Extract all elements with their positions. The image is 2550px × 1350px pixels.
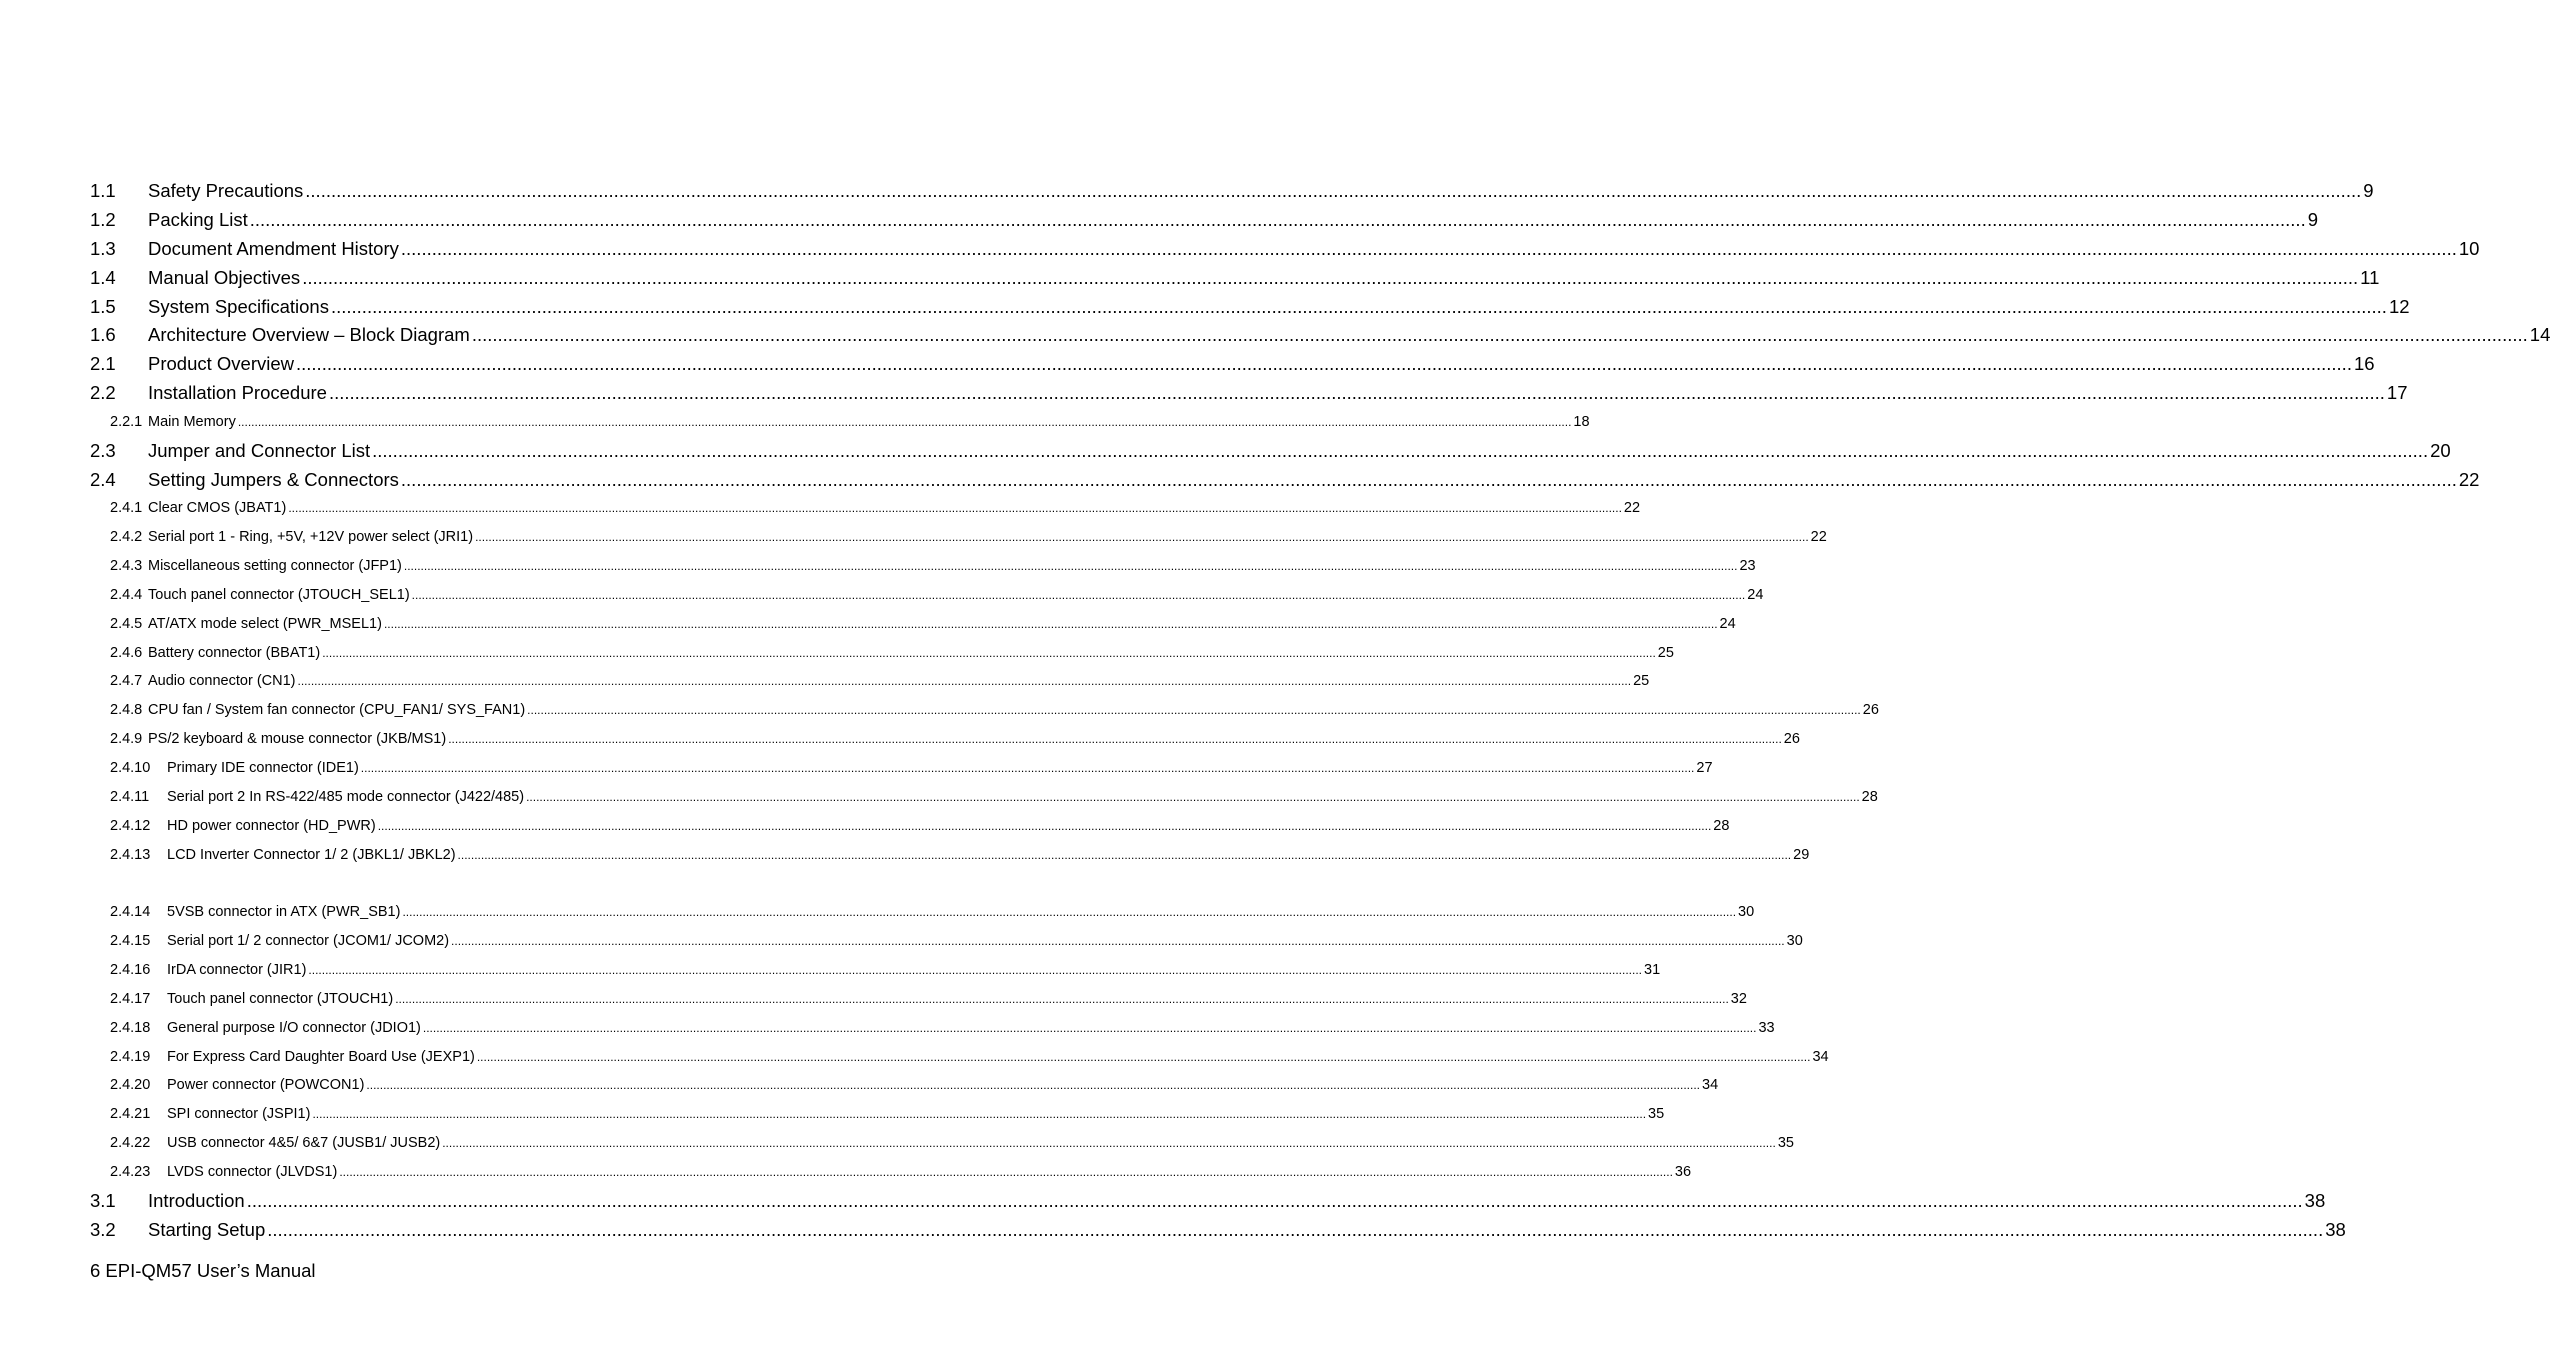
toc-entry-title: Battery connector (BBAT1) xyxy=(148,645,321,661)
toc-entry-title: USB connector 4&5/ 6&7 (JUSB1/ JUSB2) xyxy=(167,1135,441,1151)
toc-entry[interactable] xyxy=(90,207,2319,233)
toc-entry-title: IrDA connector (JIR1) xyxy=(167,962,307,978)
toc-entry-number: 2.3 xyxy=(90,440,116,461)
toc-entry[interactable] xyxy=(90,497,1641,519)
toc-entry-page-number: 16 xyxy=(2353,353,2375,374)
toc-entry-number: 2.4.11 xyxy=(110,789,150,805)
toc-entry-number: 2.4.8 xyxy=(110,702,143,718)
toc-dot-leader: ................................................................................................................................................................................................................................................................................................................................................................................................................ xyxy=(366,1078,1701,1092)
toc-entry-number: 2.4.14 xyxy=(110,904,151,920)
toc-entry[interactable] xyxy=(90,670,1650,692)
toc-entry-number: 1.2 xyxy=(90,209,116,230)
toc-entry[interactable] xyxy=(90,411,1590,433)
toc-dot-leader: ................................................................................................................................................................................................................................................................................................................................................................................................................ xyxy=(442,1136,1776,1150)
toc-entry-title: Touch panel connector (JTOUCH_SEL1) xyxy=(148,587,410,603)
toc-entry-number: 3.2 xyxy=(90,1219,116,1240)
toc-entry-number: 3.1 xyxy=(90,1190,116,1211)
toc-entry[interactable] xyxy=(90,613,1736,635)
toc-entry-page-number: 14 xyxy=(2529,324,2550,345)
toc-entry[interactable] xyxy=(90,1188,2326,1214)
toc-entry-title: Architecture Overview – Block Diagram xyxy=(148,324,470,345)
toc-entry-number: 2.4.10 xyxy=(110,760,151,776)
toc-dot-leader: ................................................................................................................................................................................................................................................................................................................................................................................................................ xyxy=(476,1050,1811,1064)
toc-entry[interactable] xyxy=(90,380,2408,406)
toc-entry-title: 5VSB connector in ATX (PWR_SB1) xyxy=(167,904,401,920)
page-footer: 6 EPI-QM57 User’s Manual xyxy=(90,1260,316,1281)
toc-entry-page-number: 24 xyxy=(1719,616,1736,632)
toc-entry-title: Manual Objectives xyxy=(148,267,301,288)
toc-dot-leader: ................................................................................................................................................................................................................................................................................................................................................................................................................ xyxy=(249,209,2306,230)
toc-entry[interactable] xyxy=(90,1103,1665,1125)
toc-dot-leader: ................................................................................................................................................................................................................................................................................................................................................................................................................ xyxy=(360,761,1695,775)
toc-entry-number: 1.5 xyxy=(90,296,116,317)
toc-entry-number: 1.1 xyxy=(90,180,116,201)
toc-entry-title: Packing List xyxy=(148,209,248,230)
toc-entry-number: 2.4.18 xyxy=(110,1020,151,1036)
toc-entry-page-number: 33 xyxy=(1758,1020,1775,1036)
toc-entry[interactable] xyxy=(90,351,2375,377)
toc-entry[interactable] xyxy=(90,1217,2346,1243)
toc-entry[interactable] xyxy=(90,555,1756,577)
toc-entry-number: 2.4.19 xyxy=(110,1049,151,1065)
toc-dot-leader: ................................................................................................................................................................................................................................................................................................................................................................................................................ xyxy=(475,530,1809,544)
toc-entry-title: Jumper and Connector List xyxy=(148,440,371,461)
toc-entry-page-number: 9 xyxy=(2363,180,2374,201)
toc-entry-number: 2.4.9 xyxy=(110,731,143,747)
toc-entry-page-number: 36 xyxy=(1674,1164,1692,1180)
toc-entry-page-number: 22 xyxy=(1623,500,1641,516)
toc-entry-page-number: 30 xyxy=(1786,933,1803,949)
toc-entry-number: 2.4.12 xyxy=(110,818,151,834)
toc-dot-leader: ................................................................................................................................................................................................................................................................................................................................................................................................................ xyxy=(302,267,2359,288)
toc-entry[interactable] xyxy=(90,844,1810,866)
toc-entry[interactable] xyxy=(90,178,2374,204)
toc-entry-title: SPI connector (JSPI1) xyxy=(167,1106,311,1122)
toc-entry-page-number: 32 xyxy=(1730,991,1747,1007)
toc-dot-leader: ................................................................................................................................................................................................................................................................................................................................................................................................................ xyxy=(322,646,1656,660)
toc-dot-leader: ................................................................................................................................................................................................................................................................................................................................................................................................................ xyxy=(526,790,1860,804)
toc-entry-number: 2.4.5 xyxy=(110,616,143,632)
toc-entry-title: Serial port 1/ 2 connector (JCOM1/ JCOM2) xyxy=(167,933,450,949)
toc-entry-number: 2.1 xyxy=(90,353,116,374)
toc-entry-number: 2.4.2 xyxy=(110,529,143,545)
toc-entry-number: 2.4.20 xyxy=(110,1077,151,1093)
toc-entry-number: 2.4.15 xyxy=(110,933,151,949)
toc-dot-leader: ................................................................................................................................................................................................................................................................................................................................................................................................................ xyxy=(288,501,1622,515)
toc-dot-leader: ................................................................................................................................................................................................................................................................................................................................................................................................................ xyxy=(246,1190,2303,1211)
toc-dot-leader: ................................................................................................................................................................................................................................................................................................................................................................................................................ xyxy=(372,440,2429,461)
toc-entry-number: 2.4.1 xyxy=(110,500,143,516)
toc-dot-leader: ................................................................................................................................................................................................................................................................................................................................................................................................................ xyxy=(296,353,2352,374)
toc-entry-title: Primary IDE connector (IDE1) xyxy=(167,760,359,776)
toc-dot-leader: ................................................................................................................................................................................................................................................................................................................................................................................................................ xyxy=(237,415,1572,429)
toc-entry-number: 2.4.4 xyxy=(110,587,143,603)
toc-entry-title: Miscellaneous setting connector (JFP1) xyxy=(148,558,402,574)
toc-entry[interactable] xyxy=(90,467,2480,493)
toc-entry-number: 2.4.22 xyxy=(110,1135,151,1151)
toc-entry-page-number: 25 xyxy=(1657,645,1674,661)
toc-entry-number: 1.3 xyxy=(90,238,116,259)
toc-entry-title: Safety Precautions xyxy=(148,180,304,201)
toc-entry-page-number: 34 xyxy=(1812,1049,1829,1065)
toc-dot-leader: ................................................................................................................................................................................................................................................................................................................................................................................................................ xyxy=(377,819,1712,833)
toc-dot-leader: ................................................................................................................................................................................................................................................................................................................................................................................................................ xyxy=(267,1219,2324,1240)
toc-entry-title: Installation Procedure xyxy=(148,382,327,403)
toc-dot-leader: ................................................................................................................................................................................................................................................................................................................................................................................................................ xyxy=(383,617,1718,631)
toc-entry-number: 1.4 xyxy=(90,267,116,288)
toc-entry-number: 2.4 xyxy=(90,469,116,490)
toc-entry-page-number: 24 xyxy=(1747,587,1764,603)
toc-dot-leader: ................................................................................................................................................................................................................................................................................................................................................................................................................ xyxy=(451,934,1785,948)
toc-entry-title: Serial port 1 - Ring, +5V, +12V power select (JRI1) xyxy=(148,529,474,545)
toc-entry-page-number: 38 xyxy=(2325,1219,2346,1240)
toc-entry-page-number: 31 xyxy=(1644,962,1661,978)
toc-entry-page-number: 29 xyxy=(1793,847,1810,863)
toc-dot-leader: ................................................................................................................................................................................................................................................................................................................................................................................................................ xyxy=(308,963,1643,977)
toc-entry[interactable] xyxy=(90,584,1764,606)
toc-dot-leader: ................................................................................................................................................................................................................................................................................................................................................................................................................ xyxy=(395,992,1729,1006)
toc-entry-page-number: 35 xyxy=(1777,1135,1794,1151)
toc-entry-page-number: 27 xyxy=(1696,760,1713,776)
toc-entry-number: 2.4.13 xyxy=(110,847,151,863)
toc-entry[interactable] xyxy=(90,1161,1692,1183)
toc-entry[interactable] xyxy=(90,236,2480,262)
toc-entry-title: PS/2 keyboard & mouse connector (JKB/MS1) xyxy=(148,731,447,747)
toc-entry[interactable] xyxy=(90,322,2550,348)
toc-entry[interactable] xyxy=(90,1046,1829,1068)
toc-entry-title: Power connector (POWCON1) xyxy=(167,1077,365,1093)
toc-entry-title: Document Amendment History xyxy=(148,238,399,259)
toc-entry[interactable] xyxy=(90,786,1878,808)
toc-entry-page-number: 17 xyxy=(2386,382,2408,403)
toc-dot-leader: ................................................................................................................................................................................................................................................................................................................................................................................................................ xyxy=(402,905,1737,919)
toc-entry-page-number: 18 xyxy=(1573,414,1590,430)
toc-entry[interactable] xyxy=(90,642,1674,664)
toc-entry[interactable] xyxy=(90,930,1803,952)
toc-entry[interactable] xyxy=(90,988,1747,1010)
toc-entry-number: 1.6 xyxy=(90,324,116,345)
toc-entry-number: 2.4.17 xyxy=(110,991,151,1007)
toc-dot-leader: ................................................................................................................................................................................................................................................................................................................................................................................................................ xyxy=(471,324,2528,345)
toc-dot-leader: ................................................................................................................................................................................................................................................................................................................................................................................................................ xyxy=(403,559,1738,573)
toc-entry-page-number: 22 xyxy=(1810,529,1827,545)
toc-entry-title: Audio connector (CN1) xyxy=(148,673,296,689)
toc-entry[interactable] xyxy=(90,294,2410,320)
toc-dot-leader: ................................................................................................................................................................................................................................................................................................................................................................................................................ xyxy=(328,382,2385,403)
toc-entry-title: Clear CMOS (JBAT1) xyxy=(148,500,287,516)
toc-entry-title: System Specifications xyxy=(148,296,329,317)
toc-entry[interactable] xyxy=(90,728,1800,750)
toc-entry-page-number: 35 xyxy=(1648,1106,1665,1122)
toc-entry[interactable] xyxy=(90,1132,1794,1154)
toc-entry[interactable] xyxy=(90,757,1713,779)
toc-entry-title: LVDS connector (JLVDS1) xyxy=(167,1164,338,1180)
toc-entry-title: General purpose I/O connector (JDIO1) xyxy=(167,1020,421,1036)
toc-dot-leader: ................................................................................................................................................................................................................................................................................................................................................................................................................ xyxy=(422,1021,1757,1035)
toc-entry-title: AT/ATX mode select (PWR_MSEL1) xyxy=(148,616,382,632)
toc-entry[interactable] xyxy=(90,959,1661,981)
toc-entry-title: Setting Jumpers & Connectors xyxy=(148,469,399,490)
toc-entry-page-number: 23 xyxy=(1739,558,1756,574)
toc-entry-number: 2.4.16 xyxy=(110,962,151,978)
toc-dot-leader: ................................................................................................................................................................................................................................................................................................................................................................................................................ xyxy=(457,848,1792,862)
toc-dot-leader: ................................................................................................................................................................................................................................................................................................................................................................................................................ xyxy=(400,238,2457,259)
toc-entry-page-number: 12 xyxy=(2388,296,2410,317)
toc-dot-leader: ................................................................................................................................................................................................................................................................................................................................................................................................................ xyxy=(527,703,1861,717)
toc-entry-title: HD power connector (HD_PWR) xyxy=(167,818,376,834)
toc-entry-number: 2.4.21 xyxy=(110,1106,151,1122)
toc-entry-number: 2.4.6 xyxy=(110,645,143,661)
toc-entry-title: Touch panel connector (JTOUCH1) xyxy=(167,991,394,1007)
toc-entry[interactable] xyxy=(90,265,2380,291)
toc-entry-page-number: 30 xyxy=(1738,904,1755,920)
toc-entry-page-number: 20 xyxy=(2430,440,2451,461)
toc-entry-page-number: 28 xyxy=(1713,818,1730,834)
toc-entry-number: 2.2.1 xyxy=(110,414,143,430)
toc-dot-leader: ................................................................................................................................................................................................................................................................................................................................................................................................................ xyxy=(448,732,1782,746)
toc-entry-page-number: 10 xyxy=(2458,238,2480,259)
toc-entry-page-number: 25 xyxy=(1633,673,1650,689)
toc-dot-leader: ................................................................................................................................................................................................................................................................................................................................................................................................................ xyxy=(339,1165,1673,1179)
toc-entry-page-number: 28 xyxy=(1861,789,1878,805)
toc-entry-page-number: 26 xyxy=(1783,731,1800,747)
toc-entry-page-number: 9 xyxy=(2307,209,2319,230)
toc-dot-leader: ................................................................................................................................................................................................................................................................................................................................................................................................................ xyxy=(400,469,2457,490)
toc-entry-title: Introduction xyxy=(148,1190,245,1211)
toc-entry-page-number: 34 xyxy=(1702,1077,1719,1093)
toc-entry-page-number: 22 xyxy=(2458,469,2480,490)
toc-entry[interactable] xyxy=(90,901,1755,923)
toc-entry-page-number: 38 xyxy=(2304,1190,2326,1211)
toc-entry-title: Serial port 2 In RS-422/485 mode connector (J422/485) xyxy=(167,789,525,805)
toc-entry-title: CPU fan / System fan connector (CPU_FAN1/ SYS_FAN1) xyxy=(148,702,526,718)
toc-entry-title: Starting Setup xyxy=(148,1219,266,1240)
toc-entry[interactable] xyxy=(90,1017,1775,1039)
toc-entry-title: LCD Inverter Connector 1/ 2 (JBKL1/ JBKL2) xyxy=(167,847,456,863)
toc-entry-number: 2.4.3 xyxy=(110,558,143,574)
toc-dot-leader: ................................................................................................................................................................................................................................................................................................................................................................................................................ xyxy=(330,296,2387,317)
toc-entry-title: For Express Card Daughter Board Use (JEXP1) xyxy=(167,1049,475,1065)
toc-entry-number: 2.2 xyxy=(90,382,116,403)
toc-entry[interactable] xyxy=(90,438,2451,464)
toc-entry-page-number: 26 xyxy=(1862,702,1879,718)
toc-dot-leader: ................................................................................................................................................................................................................................................................................................................................................................................................................ xyxy=(312,1107,1647,1121)
toc-entry-title: Product Overview xyxy=(148,353,294,374)
toc-entry-page-number: 11 xyxy=(2360,267,2380,288)
toc-entry[interactable] xyxy=(90,526,1827,548)
toc-entry-title: Main Memory xyxy=(148,414,236,430)
toc-entry[interactable] xyxy=(90,1074,1719,1096)
toc-entry[interactable] xyxy=(90,699,1879,721)
toc-dot-leader: ................................................................................................................................................................................................................................................................................................................................................................................................................ xyxy=(305,180,2362,201)
toc-entry[interactable] xyxy=(90,815,1730,837)
toc-entry-number: 2.4.7 xyxy=(110,673,143,689)
toc-dot-leader: ................................................................................................................................................................................................................................................................................................................................................................................................................ xyxy=(411,588,1746,602)
toc-entry-number: 2.4.23 xyxy=(110,1164,151,1180)
toc-dot-leader: ................................................................................................................................................................................................................................................................................................................................................................................................................ xyxy=(297,674,1632,688)
